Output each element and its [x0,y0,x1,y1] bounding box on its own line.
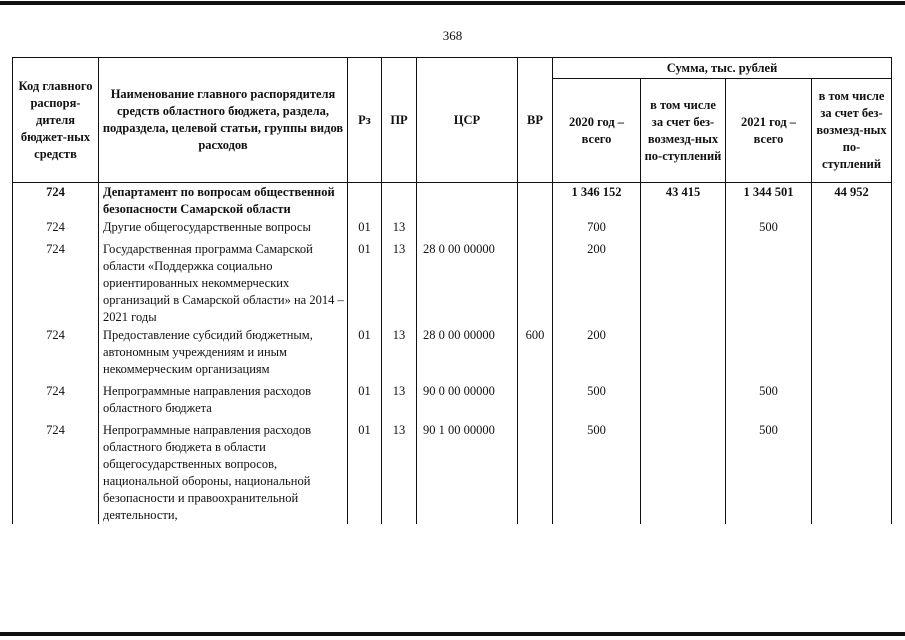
cell-vr [518,417,553,524]
cell-2020-total: 200 [553,236,641,326]
cell-vr [518,378,553,417]
col-header-2021-total: 2021 год – всего [726,79,812,183]
cell-name: Другие общегосударственные вопросы [99,218,348,236]
cell-2020-free [641,326,726,378]
cell-vr [518,236,553,326]
table-row [13,378,892,417]
cell-vr: 600 [518,326,553,378]
cell-name: Департамент по вопросам общественной безопасности Самарской области [99,183,348,219]
cell-2021-free [812,417,892,524]
cell-2021-free [812,218,892,236]
cell-2021-total: 500 [726,417,812,524]
cell-2020-total: 700 [553,218,641,236]
cell-rz: 01 [348,326,382,378]
bottom-rule [0,632,905,636]
cell-vr [518,218,553,236]
cell-code: 724 [13,236,99,326]
col-header-2020-total: 2020 год – всего [553,79,641,183]
cell-2021-free: 44 952 [812,183,892,219]
cell-2021-total [726,236,812,326]
cell-2020-total: 500 [553,417,641,524]
cell-2021-total: 500 [726,378,812,417]
table-row [13,236,892,326]
col-header-2021-free: в том числе за счет без-возмезд-ных по-ступлений [812,79,892,183]
col-header-pr: ПР [382,58,417,183]
cell-pr [382,183,417,219]
cell-2021-free [812,378,892,417]
cell-2020-free: 43 415 [641,183,726,219]
cell-2020-total: 1 346 152 [553,183,641,219]
cell-pr: 13 [382,218,417,236]
cell-2020-free [641,236,726,326]
cell-name: Предоставление субсидий бюджетным, автономным учреждениям и иным некоммерческим организациям [99,326,348,378]
cell-rz: 01 [348,236,382,326]
table-row [13,218,892,236]
cell-csr: 28 0 00 00000 [417,236,518,326]
cell-csr [417,183,518,219]
cell-2021-free [812,326,892,378]
cell-pr: 13 [382,236,417,326]
cell-code: 724 [13,183,99,219]
cell-csr: 90 0 00 00000 [417,378,518,417]
cell-code: 724 [13,378,99,417]
cell-pr: 13 [382,326,417,378]
page-number: 368 [442,28,463,43]
cell-csr: 90 1 00 00000 [417,417,518,524]
cell-2021-free [812,236,892,326]
cell-2021-total: 1 344 501 [726,183,812,219]
cell-2021-total [726,326,812,378]
col-header-sum: Сумма, тыс. рублей [553,58,892,79]
cell-rz: 01 [348,218,382,236]
cell-pr: 13 [382,417,417,524]
cell-code: 724 [13,417,99,524]
table-row [13,326,892,378]
cell-2020-free [641,378,726,417]
cell-rz: 01 [348,417,382,524]
cell-csr: 28 0 00 00000 [417,326,518,378]
col-header-code: Код главного распоря-дителя бюджет-ных средств [13,58,99,183]
col-header-csr: ЦСР [417,58,518,183]
cell-2020-free [641,218,726,236]
cell-2020-total: 500 [553,378,641,417]
cell-name: Непрограммные направления расходов областного бюджета в области общегосударственных вопросов, национальной обороны, национальной безопасности и правоохранительной деятельности, [99,417,348,524]
col-header-rz: Рз [348,58,382,183]
cell-pr: 13 [382,378,417,417]
cell-rz [348,183,382,219]
cell-name: Непрограммные направления расходов областного бюджета [99,378,348,417]
col-header-name: Наименование главного распорядителя средств областного бюджета, раздела, подраздела, целевой статьи, группы видов расходов [99,58,348,183]
cell-name: Государственная программа Самарской области «Поддержка социально ориентированных некоммерческих организаций в Самарской области» на 2014 – 2021 годы [99,236,348,326]
top-rule [0,1,905,5]
cell-code: 724 [13,326,99,378]
cell-csr [417,218,518,236]
budget-table [12,57,892,524]
cell-rz: 01 [348,378,382,417]
cell-2020-total: 200 [553,326,641,378]
cell-2020-free [641,417,726,524]
cell-2021-total: 500 [726,218,812,236]
col-header-vr: ВР [518,58,553,183]
table-row [13,183,892,219]
cell-code: 724 [13,218,99,236]
table-row [13,417,892,524]
cell-vr [518,183,553,219]
col-header-2020-free: в том числе за счет без-возмезд-ных по-ступлений [641,79,726,183]
